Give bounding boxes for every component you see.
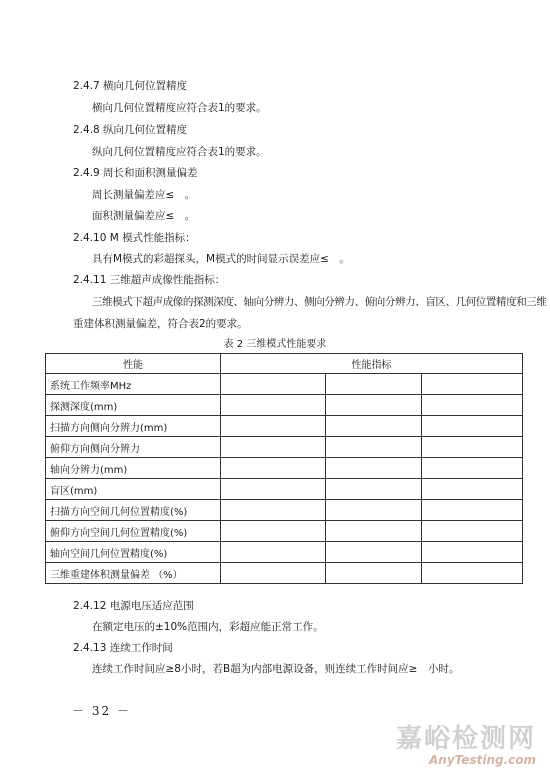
row-label: 扫描方向侧向分辨力(mm) bbox=[46, 416, 221, 437]
section-2-4-8-heading: 2.4.8 纵向几何位置精度 bbox=[73, 124, 188, 136]
table-header-row bbox=[46, 354, 523, 374]
row-label: 轴向分辨力(mm) bbox=[46, 458, 221, 479]
row-label: 三维重建体积测量偏差 （%） bbox=[46, 563, 221, 584]
watermark-en: AnyTesting.com bbox=[429, 753, 536, 767]
section-2-4-9-body-perimeter: 周长测量偏差应≤ 。 bbox=[92, 189, 196, 201]
section-2-4-11-body-line1: 三维模式下超声成像的探测深度、轴向分辨力、侧向分辨力、俯向分辨力、盲区、几何位置精度和三维 bbox=[92, 296, 547, 308]
section-2-4-9-body-area: 面积测量偏差应≤ 。 bbox=[92, 210, 196, 222]
section-2-4-11-body-line2: 重建体积测量偏差，符合表2的要求。 bbox=[73, 318, 248, 330]
row-label: 探测深度(mm) bbox=[46, 395, 221, 416]
section-2-4-8-body: 纵向几何位置精度应符合表1的要求。 bbox=[92, 146, 267, 158]
table-caption: 表 2 三维模式性能要求 bbox=[223, 339, 327, 350]
table-row bbox=[46, 500, 523, 521]
row-label: 俯仰方向空间几何位置精度(%) bbox=[46, 521, 221, 542]
table-row bbox=[46, 395, 523, 416]
table-row bbox=[46, 458, 523, 479]
performance-table bbox=[45, 353, 523, 584]
section-2-4-10-body: 具有M模式的彩超探头，M模式的时间显示误差应≤ 。 bbox=[92, 253, 350, 265]
row-label: 轴向空间几何位置精度(%) bbox=[46, 542, 221, 563]
header-performance: 性能 bbox=[46, 354, 221, 374]
table-row bbox=[46, 437, 523, 458]
section-2-4-11-heading: 2.4.11 三维超声成像性能指标： bbox=[73, 274, 226, 286]
row-label: 俯仰方向侧向分辨力 bbox=[46, 437, 221, 458]
row-label: 盲区(mm) bbox=[46, 479, 221, 500]
table-row bbox=[46, 521, 523, 542]
section-2-4-10-heading: 2.4.10 M 模式性能指标： bbox=[73, 232, 196, 244]
section-2-4-9-heading: 2.4.9 周长和面积测量偏差 bbox=[73, 167, 198, 179]
page-number: － 32 － bbox=[72, 704, 131, 718]
section-2-4-13-body: 连续工作时间应≥8小时，若B超为内部电源设备，则连续工作时间应≥ 小时。 bbox=[92, 663, 460, 675]
table-row bbox=[46, 416, 523, 437]
table-row bbox=[46, 542, 523, 563]
section-2-4-7-heading: 2.4.7 横向几何位置精度 bbox=[73, 80, 188, 92]
watermark-cn: 嘉峪检测网 bbox=[395, 724, 536, 754]
header-performance-indicator: 性能指标 bbox=[221, 354, 523, 374]
table-row bbox=[46, 479, 523, 500]
table-row bbox=[46, 563, 523, 584]
section-2-4-12-heading: 2.4.12 电源电压适应范围 bbox=[73, 600, 194, 612]
row-label: 系统工作频率MHz bbox=[46, 374, 221, 395]
section-2-4-13-heading: 2.4.13 连续工作时间 bbox=[73, 642, 173, 654]
table-row bbox=[46, 374, 523, 395]
section-2-4-7-body: 横向几何位置精度应符合表1的要求。 bbox=[92, 102, 267, 114]
watermark bbox=[396, 724, 536, 767]
section-2-4-12-body: 在额定电压的±10%范围内，彩超应能正常工作。 bbox=[92, 621, 324, 633]
row-label: 扫描方向空间几何位置精度(%) bbox=[46, 500, 221, 521]
